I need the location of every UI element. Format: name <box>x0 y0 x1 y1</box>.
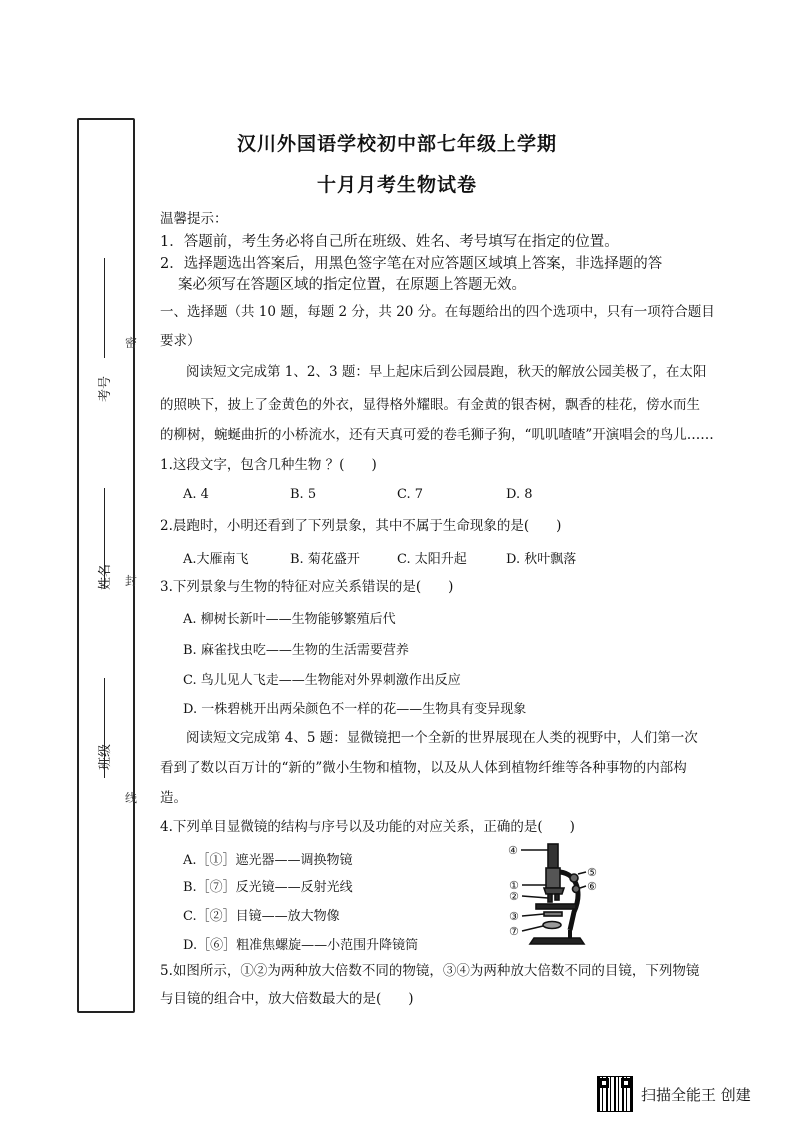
q5-stem-a: 5.如图所示，①②为两种放大倍数不同的物镜，③④为两种放大倍数不同的目镜，下列物镜 <box>160 963 700 979</box>
q2-option-a: A.大雁南飞 <box>183 552 249 567</box>
passage1-line3: 的柳树，蜿蜒曲折的小桥流水，还有天真可爱的卷毛狮子狗，“叽叽喳喳”开演唱会的鸟儿…… <box>160 427 714 443</box>
scanner-watermark <box>597 1076 751 1112</box>
figure-label-5: ⑤ <box>587 866 597 879</box>
passage2-line1: 阅读短文完成第 4、5 题：显微镜把一个全新的世界展现在人类的视野中，人们第一次 <box>186 730 698 746</box>
tip-1: 1．答题前，考生务必将自己所在班级、姓名、考号填写在指定的位置。 <box>160 234 619 250</box>
q2-option-d: D. 秋叶飘落 <box>506 552 577 567</box>
passage2-line3: 造。 <box>160 790 187 806</box>
q4-option-d: D.［⑥］粗准焦螺旋——小范围升降镜筒 <box>183 938 419 953</box>
qr-code-icon <box>597 1076 633 1112</box>
q1-option-a: A. 4 <box>183 487 209 502</box>
q4-option-c: C.［②］目镜——放大物像 <box>183 909 340 924</box>
q2-option-c: C. 太阳升起 <box>397 552 467 567</box>
microscope-figure <box>508 838 604 950</box>
q1-option-d: D. 8 <box>506 487 533 502</box>
figure-label-7: ⑦ <box>509 925 519 938</box>
q2-option-b: B. 菊花盛开 <box>290 552 360 567</box>
name-label: 姓名 <box>98 563 113 590</box>
seal-char-mi: 密 <box>125 336 138 350</box>
class-label: 班级 <box>98 743 113 770</box>
passage1-line1: 阅读短文完成第 1、2、3 题：早上起床后到公园晨跑，秋天的解放公园美极了，在太阳 <box>186 364 707 380</box>
seal-char-feng: 封 <box>125 574 138 588</box>
exam-title: 汉川外国语学校初中部七年级上学期 <box>236 133 557 155</box>
q1-option-b: B. 5 <box>290 487 317 502</box>
q1-option-c: C. 7 <box>397 487 424 502</box>
passage1-line2: 的照映下，披上了金黄色的外衣，显得格外耀眼。有金黄的银杏树，飘香的桂花，傍水而生 <box>160 397 700 413</box>
seal-char-xian: 线 <box>125 791 138 805</box>
q2-stem: 2.晨跑时，小明还看到了下列景象，其中不属于生命现象的是( ) <box>160 518 562 534</box>
q3-option-b: B. 麻雀找虫吃——生物的生活需要营养 <box>183 643 409 658</box>
figure-label-4: ④ <box>508 844 518 857</box>
q3-stem: 3.下列景象与生物的特征对应关系错误的是( ) <box>160 579 454 595</box>
figure-label-1: ① <box>509 879 519 892</box>
q4-stem: 4.下列单目显微镜的结构与序号以及功能的对应关系，正确的是( ) <box>160 819 575 835</box>
section1-heading: 一、选择题（共 10 题，每题 2 分，共 20 分。在每题给出的四个选项中，只有一项符合题目 <box>160 304 715 320</box>
tips-heading: 温馨提示： <box>160 211 228 227</box>
section1-heading-cont: 要求） <box>160 333 201 349</box>
q3-option-c: C. 鸟儿见人飞走——生物能对外界刺激作出反应 <box>183 673 461 688</box>
exam-no-label: 考号 <box>98 375 113 402</box>
q3-option-a: A. 柳树长新叶——生物能够繁殖后代 <box>183 612 396 627</box>
q3-option-d: D. 一株碧桃开出两朵颜色不一样的花——生物具有变异现象 <box>183 702 527 717</box>
q1-stem: 1.这段文字，包含几种生物 ？( ) <box>160 457 377 473</box>
passage2-line2: 看到了数以百万计的“新的”微小生物和植物，以及从人体到植物纤维等各种事物的内部构 <box>160 760 687 776</box>
q5-stem-b: 与目镜的组合中，放大倍数最大的是( ) <box>160 991 414 1007</box>
watermark-text: 扫描全能王 创建 <box>641 1085 751 1104</box>
q4-option-a: A.［①］遮光器——调换物镜 <box>183 853 353 868</box>
exam-subtitle: 十月月考生物试卷 <box>316 174 477 196</box>
exam-no-line <box>104 258 105 358</box>
tip-2b: 案必须写在答题区域的指定位置，在原题上答题无效。 <box>178 277 526 293</box>
tip-2a: 2．选择题选出答案后，用黑色签字笔在对应答题区域填上答案，非选择题的答 <box>160 256 663 272</box>
q4-option-b: B.［⑦］反光镜——反射光线 <box>183 880 353 895</box>
figure-label-6: ⑥ <box>587 880 597 893</box>
figure-label-2: ② <box>509 890 519 903</box>
figure-label-3: ③ <box>509 910 519 923</box>
